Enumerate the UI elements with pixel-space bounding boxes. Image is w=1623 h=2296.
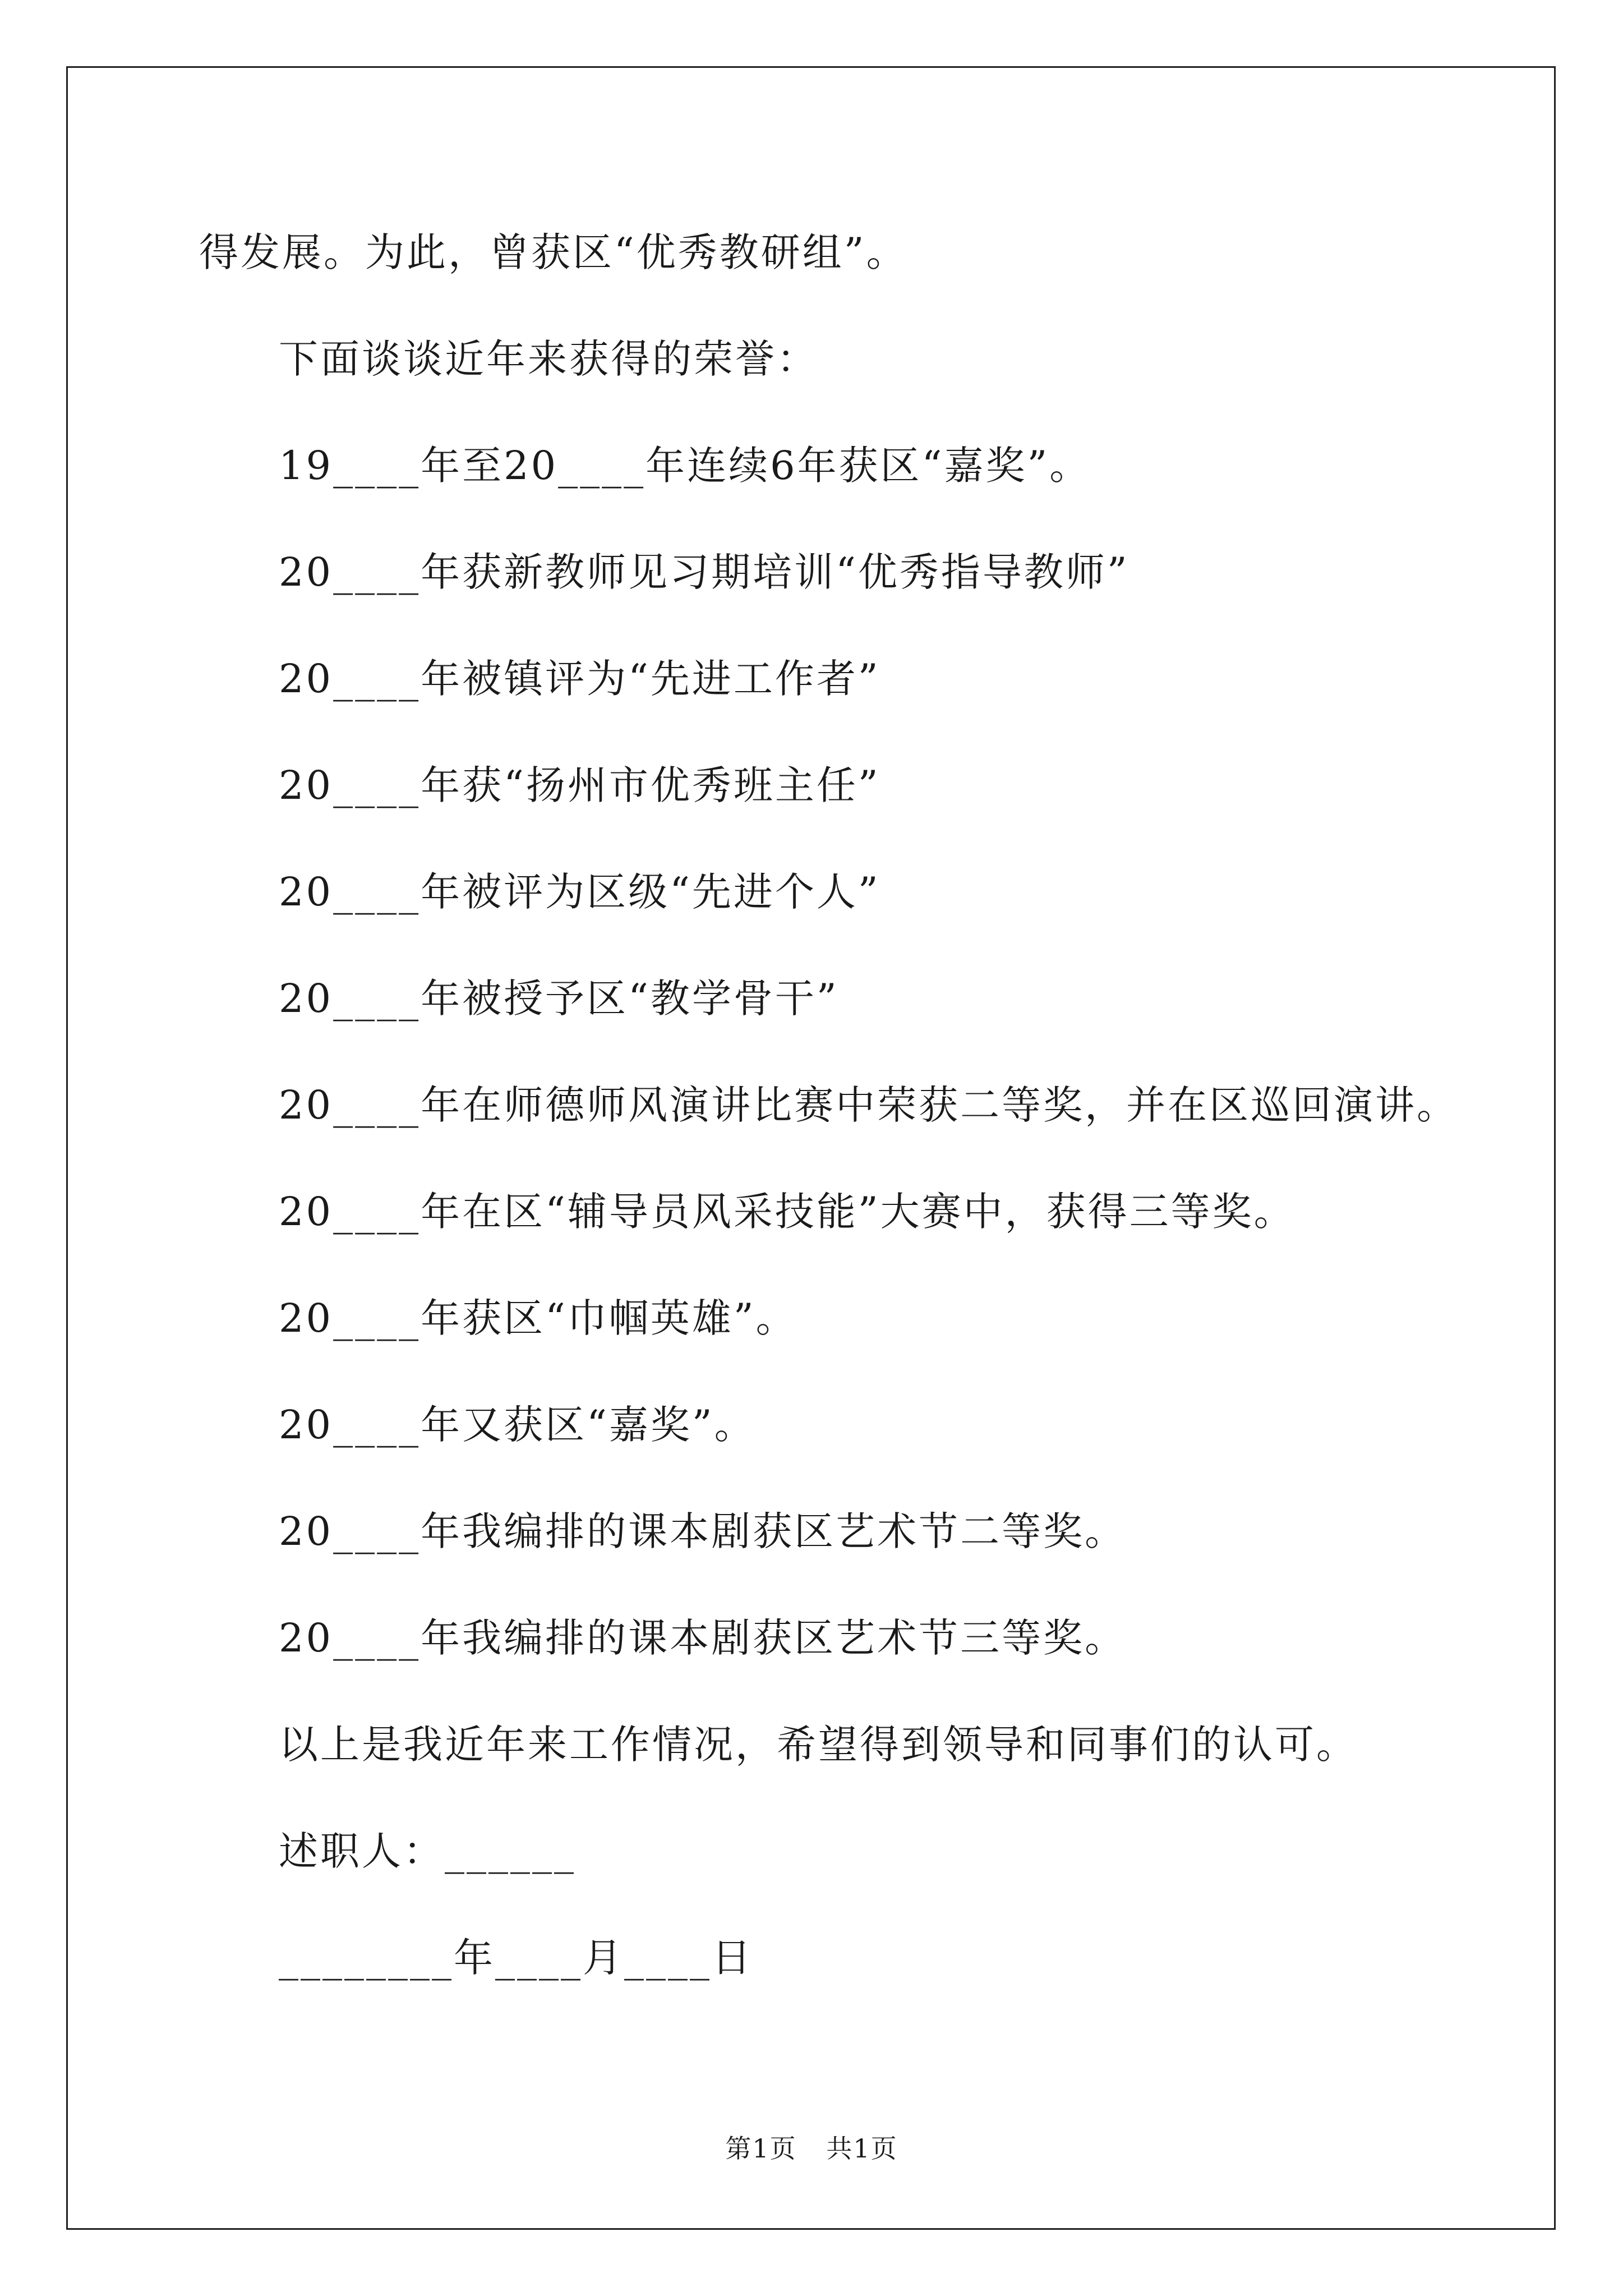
paragraph-continuation: 得发展。为此，曾获区“优秀教研组”。	[199, 229, 908, 275]
honor-item: 19____年至20____年连续6年获区“嘉奖”。	[279, 443, 1091, 489]
honor-item: 20____年获“扬州市优秀班主任”	[279, 762, 880, 808]
signatory-line: 述职人：______	[279, 1828, 576, 1874]
honors-intro: 下面谈谈近年来获得的荣誉：	[279, 336, 818, 382]
honor-item: 20____年获新教师见习期培训“优秀指导教师”	[279, 549, 1129, 595]
page-total: 共1页	[826, 2133, 898, 2164]
honor-item: 20____年我编排的课本剧获区艺术节三等奖。	[279, 1615, 1127, 1661]
closing-statement: 以上是我近年来工作情况，希望得到领导和同事们的认可。	[279, 1722, 1358, 1768]
honor-item: 20____年被评为区级“先进个人”	[279, 869, 880, 915]
honor-item: 20____年我编排的课本剧获区艺术节二等奖。	[279, 1508, 1127, 1554]
date-line: ________年____月____日	[279, 1935, 753, 1981]
honor-item: 20____年被授予区“教学骨干”	[279, 976, 839, 1022]
honor-item: 20____年又获区“嘉奖”。	[279, 1402, 756, 1448]
page-footer	[0, 2132, 1623, 2165]
honor-item: 20____年获区“巾帼英雄”。	[279, 1295, 797, 1341]
honor-item: 20____年在区“辅导员风采技能”大赛中，获得三等奖。	[279, 1189, 1295, 1235]
honor-item: 20____年被镇评为“先进工作者”	[279, 656, 880, 702]
page-border	[66, 66, 1556, 2230]
honor-item: 20____年在师德师风演讲比赛中荣获二等奖，并在区巡回演讲。	[279, 1082, 1459, 1128]
page-number: 第1页	[725, 2133, 797, 2164]
